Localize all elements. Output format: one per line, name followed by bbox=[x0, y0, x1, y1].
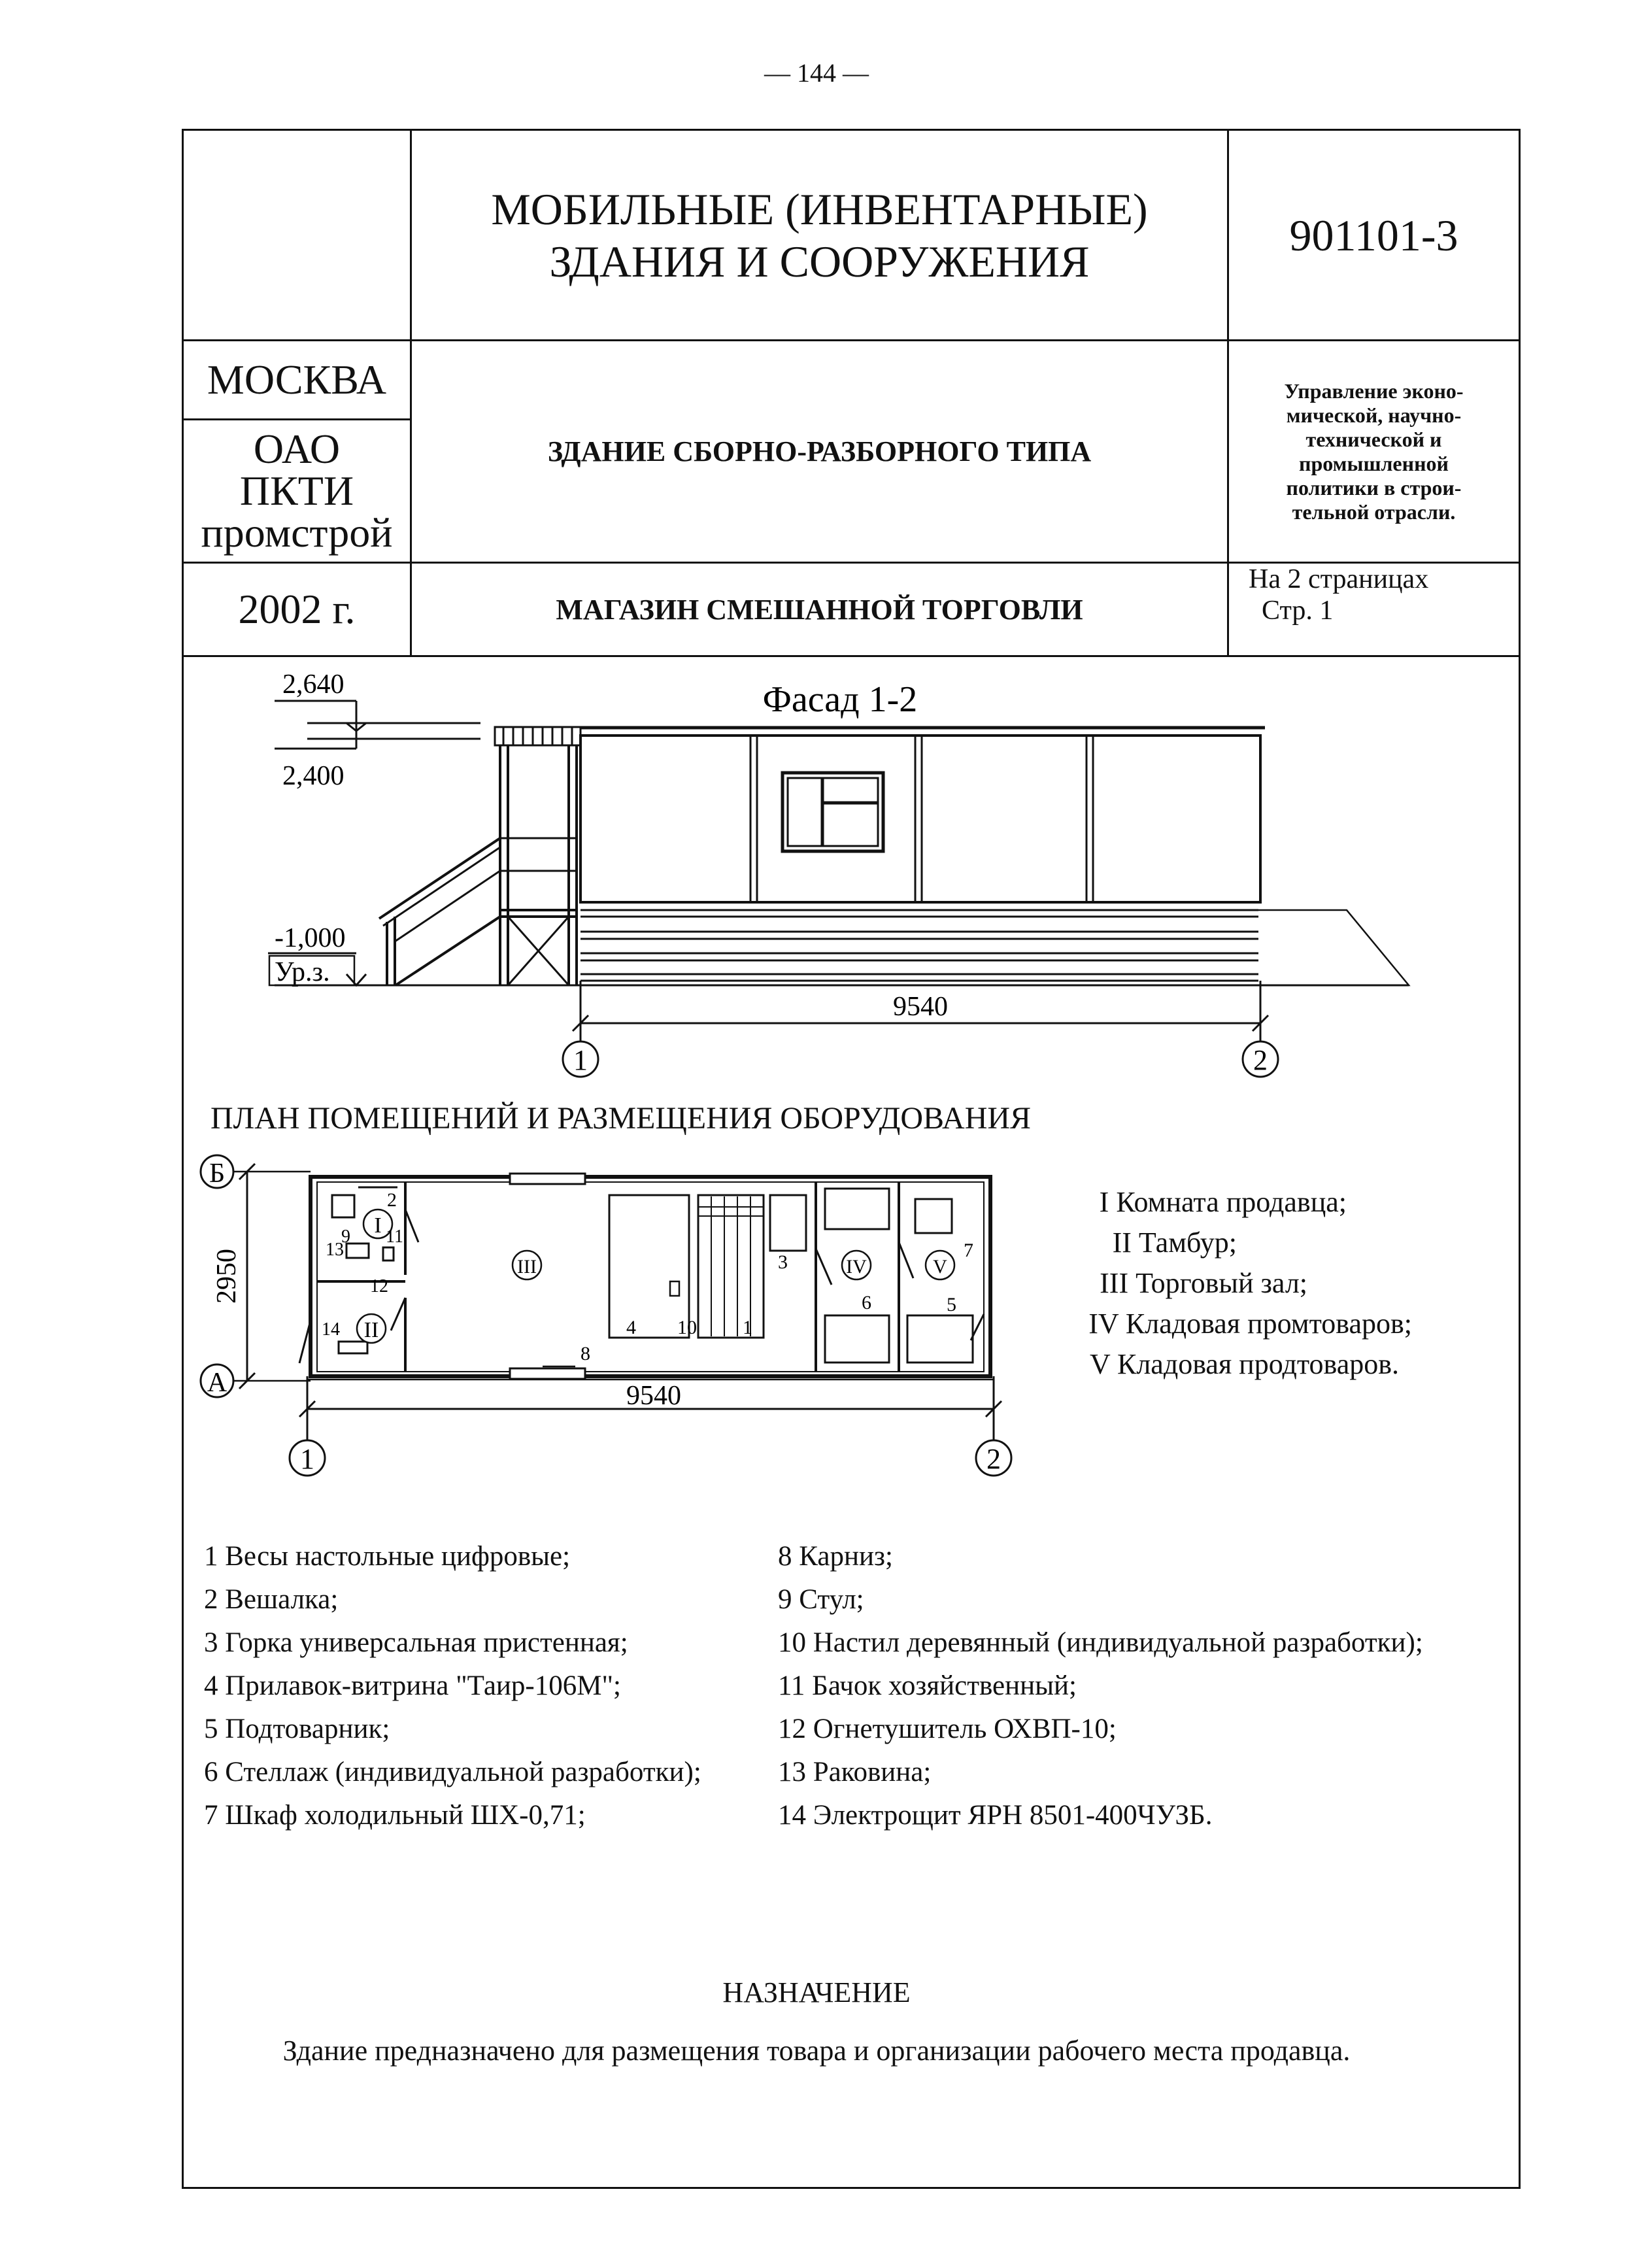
purpose-text: Здание предназначено для размещения товара и организации рабочего места продавца. bbox=[282, 2035, 1351, 2067]
series-title-line1: МОБИЛЬНЫЕ (ИНВЕНТАРНЫЕ) bbox=[491, 184, 1148, 234]
equipment-mark: 8 bbox=[581, 1343, 590, 1364]
rack bbox=[825, 1189, 889, 1229]
room-mark-iv-label: IV bbox=[846, 1256, 867, 1278]
sink bbox=[332, 1195, 354, 1217]
room-legend-item: II Тамбур; bbox=[1112, 1227, 1237, 1259]
axis-label-2: 2 bbox=[986, 1443, 1001, 1475]
plan-length: 9540 bbox=[626, 1381, 681, 1411]
fridge bbox=[915, 1199, 952, 1233]
authority-line1: Управление эконо- bbox=[1284, 379, 1464, 403]
wall-shelf bbox=[770, 1195, 806, 1251]
equipment-legend-left bbox=[204, 1535, 779, 1837]
level-eave-label: 2,400 bbox=[282, 761, 345, 791]
level-ground-label: -1,000 bbox=[275, 923, 346, 953]
organization bbox=[184, 420, 410, 562]
equipment-legend-item: 13 Раковина; bbox=[778, 1757, 932, 1787]
room-legend-item: IV Кладовая промтоваров; bbox=[1088, 1308, 1412, 1340]
bin bbox=[383, 1247, 394, 1261]
page-current: Стр. 1 bbox=[1262, 596, 1334, 626]
building-type: ЗДАНИЕ СБОРНО-РАЗБОРНОГО ТИПА bbox=[547, 435, 1092, 467]
equipment-legend-item: 11 Бачок хозяйственный; bbox=[778, 1670, 1077, 1701]
plan-window bbox=[510, 1368, 585, 1379]
equipment-mark: 13 bbox=[326, 1240, 344, 1260]
equipment-legend-item: 3 Горка универсальная пристенная; bbox=[204, 1627, 628, 1658]
door-leaf bbox=[899, 1242, 913, 1278]
axis-label-1: 1 bbox=[300, 1443, 314, 1475]
level-top-label: 2,640 bbox=[282, 669, 345, 700]
facade-title: Фасад 1-2 bbox=[762, 679, 918, 720]
plan-width-dim: 2950 bbox=[212, 1249, 242, 1304]
ground-label: Ур.з. bbox=[275, 957, 330, 987]
equipment-legend-item: 8 Карниз; bbox=[778, 1541, 893, 1572]
plan-title: ПЛАН ПОМЕЩЕНИЙ И РАЗМЕЩЕНИЯ ОБОРУДОВАНИЯ bbox=[210, 1101, 1032, 1136]
equipment-legend-right bbox=[778, 1535, 1517, 1837]
panel bbox=[339, 1342, 367, 1353]
stair-stringer bbox=[396, 917, 500, 985]
authority bbox=[1229, 341, 1519, 562]
room-legend bbox=[1020, 1182, 1425, 1385]
building-body bbox=[581, 736, 1260, 902]
org-line3: промстрой bbox=[201, 509, 393, 556]
authority-line3: технической и bbox=[1305, 427, 1442, 451]
equipment-mark: 4 bbox=[626, 1317, 636, 1338]
building-name: МАГАЗИН СМЕШАННОЙ ТОРГОВЛИ bbox=[556, 593, 1083, 626]
org-line1: ОАО bbox=[253, 426, 341, 472]
equipment-legend-item: 14 Электрощит ЯРН 8501-400ЧУЗБ. bbox=[778, 1800, 1213, 1831]
room-legend-item: V Кладовая продтоваров. bbox=[1090, 1348, 1399, 1380]
city: МОСКВА bbox=[207, 356, 387, 403]
equipment-mark: 14 bbox=[322, 1319, 340, 1340]
stair-handrail bbox=[383, 847, 500, 926]
floor-plan bbox=[0, 1144, 1020, 1484]
equipment-legend-item: 4 Прилавок-витрина "Таир-106М"; bbox=[204, 1670, 621, 1701]
door-leaf bbox=[405, 1210, 418, 1242]
equipment-mark: 1 bbox=[743, 1317, 752, 1338]
org-line2: ПКТИ bbox=[239, 467, 354, 514]
ground-arrow bbox=[346, 974, 366, 985]
authority-line2: мической, научно- bbox=[1286, 403, 1462, 427]
equipment-mark: 3 bbox=[778, 1251, 788, 1273]
equipment-mark: 6 bbox=[862, 1292, 871, 1313]
equipment-legend-item: 12 Огнетушитель ОХВП-10; bbox=[778, 1714, 1117, 1744]
rack bbox=[825, 1315, 889, 1362]
room-mark-ii-label: II bbox=[363, 1318, 379, 1342]
series-title bbox=[412, 131, 1227, 339]
series-title-line2: ЗДАНИЯ И СООРУЖЕНИЯ bbox=[549, 236, 1090, 286]
facade-axes bbox=[0, 1030, 1633, 1089]
room-mark-v-label: V bbox=[933, 1256, 947, 1278]
equipment-mark: 2 bbox=[387, 1189, 397, 1211]
ground-slope bbox=[1258, 910, 1409, 985]
plan-window bbox=[510, 1174, 585, 1184]
equipment-legend-item: 10 Настил деревянный (индивидуальной разработки); bbox=[778, 1627, 1423, 1658]
sheet-info bbox=[1229, 564, 1519, 655]
facade-length: 9540 bbox=[893, 992, 948, 1022]
equipment-mark: 10 bbox=[677, 1317, 697, 1338]
axis-label-2: 2 bbox=[1253, 1044, 1268, 1076]
equipment-mark: 9 bbox=[341, 1227, 350, 1247]
equipment-mark: 5 bbox=[947, 1294, 956, 1315]
axis-label-b: Б bbox=[209, 1159, 226, 1189]
porch-canopy bbox=[495, 727, 581, 745]
door-leaf bbox=[391, 1298, 405, 1330]
equipment-legend-item: 5 Подтоварник; bbox=[204, 1714, 390, 1744]
plan-inner-wall bbox=[317, 1182, 984, 1372]
project-code: 901101-3 bbox=[1289, 210, 1458, 260]
axis-label-1: 1 bbox=[573, 1044, 588, 1076]
scales bbox=[670, 1281, 679, 1296]
stair-handrail bbox=[379, 838, 500, 919]
pallet bbox=[907, 1315, 973, 1362]
authority-line4: промышленной bbox=[1299, 451, 1449, 475]
facade-drawing bbox=[0, 654, 1633, 1072]
equipment-legend-item: 9 Стул; bbox=[778, 1584, 864, 1615]
door-leaf bbox=[816, 1249, 832, 1285]
equipment-legend-item: 1 Весы настольные цифровые; bbox=[204, 1541, 571, 1572]
equipment-mark: 7 bbox=[964, 1240, 973, 1261]
pages-total: На 2 страницах bbox=[1249, 564, 1429, 594]
equipment-legend-item: 2 Вешалка; bbox=[204, 1584, 339, 1615]
axis-label-a: А bbox=[207, 1368, 227, 1398]
room-legend-item: I Комната продавца; bbox=[1099, 1186, 1347, 1218]
purpose-title: НАЗНАЧЕНИЕ bbox=[722, 1976, 911, 2008]
equipment-mark: 12 bbox=[370, 1276, 388, 1296]
room-mark-iii-label: III bbox=[517, 1256, 537, 1278]
authority-line5: политики в строи- bbox=[1286, 475, 1462, 499]
room-mark-i-label: I bbox=[374, 1213, 382, 1238]
equipment-legend-item: 7 Шкаф холодильный ШХ-0,71; bbox=[204, 1800, 586, 1831]
equipment-legend-item: 6 Стеллаж (индивидуальной разработки); bbox=[204, 1757, 701, 1787]
page-number: — 144 — bbox=[764, 58, 869, 88]
year: 2002 г. bbox=[238, 586, 356, 632]
equipment-mark: 11 bbox=[386, 1227, 403, 1247]
authority-line6: тельной отрасли. bbox=[1292, 499, 1456, 524]
room-legend-item: III Торговый зал; bbox=[1100, 1267, 1307, 1299]
